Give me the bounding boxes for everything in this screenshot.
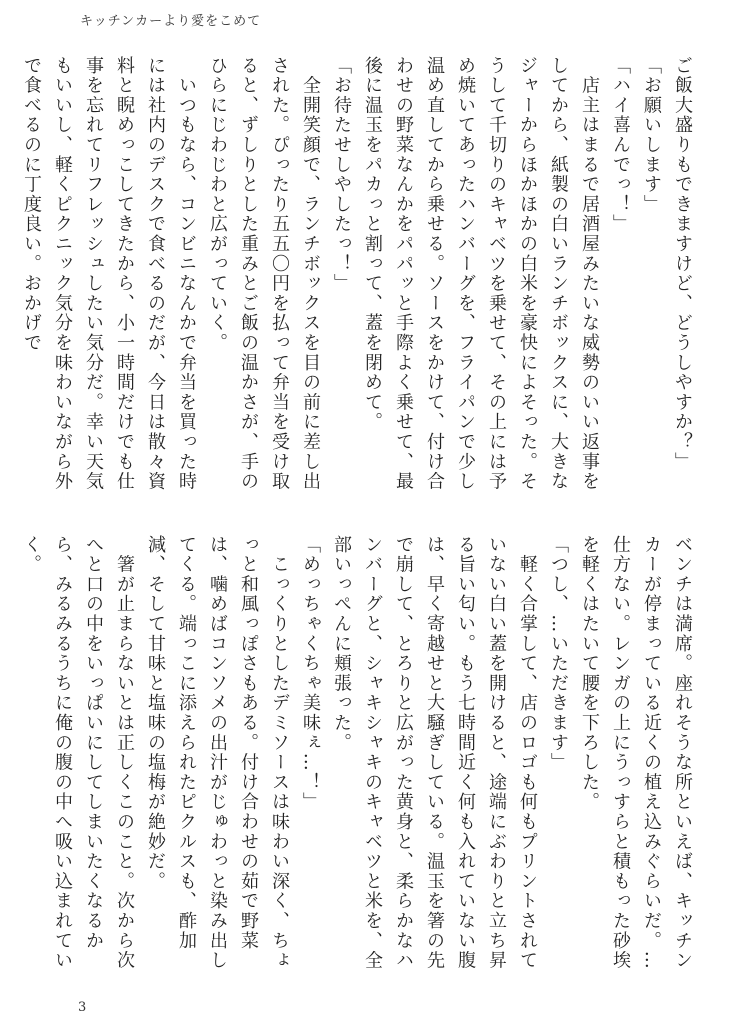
paragraph: 全開笑顔で、ランチボックスを目の前に差し出された。ぴったり五五〇円を払って弁当を受け取ると、ずしりとした重みとご飯の温かさが、手のひらにじわじわと広がっていく。 — [207, 56, 321, 492]
paragraph: 軽く合掌して、店のロゴも何もプリントされていない白い蓋を開けると、途端にぶわりと立ち昇る旨い匂い。もう七時間近く何も入れていない腹は、早く寄越せと大騒ぎしている。温玉を箸の先で崩して、とろりと広がった黄身と、柔らかなハンバーグと、シャキシャキのキャベツと米を、全部いっぺんに頬張った。 — [331, 535, 538, 971]
running-header-title: キッチンカーより愛をこめて — [80, 14, 262, 29]
text-block-bottom — [21, 535, 698, 985]
paragraph: 店主はまるで居酒屋みたいな威勢のいい返事をしてから、紙製の白いランチボックスに、大きなジャーからほかほかの白米を豪快によそった。そうして千切りのキャベツを乗せて、その上には予め焼いてあったハンバーグを、フライパンで少し温め直してから乗せる。ソースをかけて、付け合わせの野菜なんかをパパッと手際よく乗せて、最後に温玉をパカっと割って、蓋を閉めて。 — [362, 56, 600, 492]
page-number: 3 — [78, 1000, 87, 1015]
paragraph: いつもなら、コンビニなんかで弁当を買った時には社内のデスクで食べるのだが、今日は散々資料と睨めっこしてきたから、小一時間だけでも仕事を忘れてリフレッシュしたい気分だ。幸い天気もいいし、軽くピクニック気分を味わいながら外で食べるのに丁度良い。おかげで — [21, 56, 197, 492]
paragraph: ベンチは満席。座れそうな所といえば、キッチンカーが停まっている近くの植え込みぐらいだ。…仕方ない。レンガの上にうっすらと積もった砂埃を軽くはたいて腰を下ろした。 — [579, 535, 693, 971]
paragraph: こっくりとしたデミソースは味わい深く、ちょっと和風っぽさもある。付け合わせの茹で野菜は、噛めばコンソメの出汁がじゅわっと染み出してくる。端っこに添えられたピクルスも、酢加減、そして甘味と塩味の塩梅が絶妙だ。 — [145, 535, 290, 971]
paragraph: 「お願いします」 — [641, 56, 662, 215]
paragraph: ご飯大盛りもできますけど、どうしやすか？」 — [672, 56, 693, 472]
paragraph: 「めっちゃくちゃ美味ぇ…！」 — [300, 535, 321, 813]
text-block-top — [21, 56, 698, 506]
paragraph: 箸が止まらないとは正しくこのこと。次から次へと口の中をいっぱいにしてしまいたくなるから、みるみるうちに俺の腹の中へ吸い込まれていく。 — [21, 535, 135, 971]
paragraph: 「つし、…いただきます」 — [548, 535, 569, 773]
paragraph: 「お待たせしやしたっ！」 — [331, 56, 352, 294]
paragraph: 「ハイ喜んでっ！」 — [610, 56, 631, 235]
